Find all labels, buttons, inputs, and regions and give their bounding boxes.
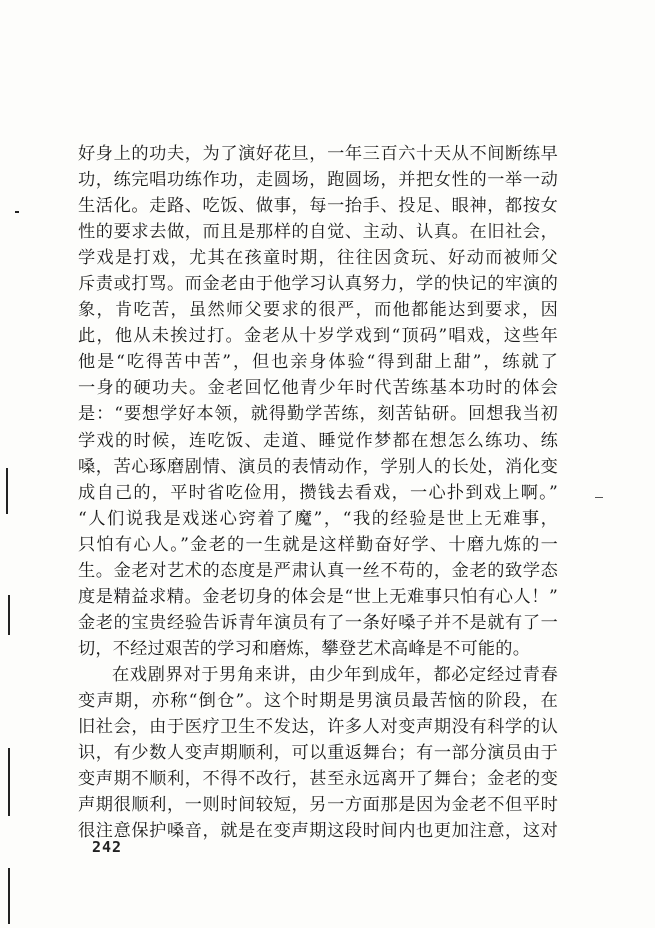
text-line: 嗓，苦心琢磨剧情、演员的表情动作，学别人的长处，消化变 — [78, 456, 558, 477]
margin-scan-mark — [6, 468, 8, 514]
margin-scan-mark — [8, 868, 10, 924]
text-line: 学戏是打戏，尤其在孩童时期，往往因贪玩、好动而被师父 — [78, 248, 558, 269]
margin-scan-mark — [8, 748, 10, 816]
text-line: 他是“吃得苦中苦”，但也亲身体验“得到甜上甜”，练就了 — [78, 352, 558, 373]
text-line: 度是精益求精。金老切身的体会是“世上无难事只怕有心人！” — [78, 586, 558, 607]
text-line: 生。金老对艺术的态度是严肃认真一丝不苟的，金老的致学态 — [78, 560, 558, 581]
text-line: 此，他从未挨过打。金老从十岁学戏到“顶码”唱戏，这些年 — [78, 326, 558, 347]
text-line: 成自己的，平时省吃俭用，攒钱去看戏，一心扑到戏上啊。” — [78, 482, 558, 503]
body-text — [78, 141, 558, 844]
text-line: 金老的宝贵经验告诉青年演员有了一条好嗓子并不是就有了一 — [78, 612, 558, 633]
margin-scan-mark — [8, 595, 10, 635]
text-line: 象，肯吃苦，虽然师父要求的很严，而他都能达到要求，因 — [78, 300, 558, 321]
text-line: 功，练完唱功练作功，走圆场，跑圆场，并把女性的一举一动 — [78, 170, 558, 191]
text-line: 识，有少数人变声期顺利，可以重返舞台；有一部分演员由于 — [78, 743, 558, 764]
paragraph-first-line: 在戏剧界对于男角来讲，由少年到成年，都必定经过青春 — [112, 664, 558, 685]
margin-dot-mark — [15, 211, 19, 213]
text-line: 很注意保护嗓音，就是在变声期这段时间内也更加注意，这对 — [78, 821, 558, 842]
text-line: 旧社会，由于医疗卫生不发达，许多人对变声期没有科学的认 — [78, 717, 558, 738]
text-line: 一身的硬功夫。金老回忆他青少年时代苦练基本功时的体会 — [78, 378, 558, 399]
text-line: 声期很顺利，一则时间较短，另一方面那是因为金老不但平时 — [78, 795, 558, 816]
margin-tick-mark — [595, 497, 603, 498]
text-line: “人们说我是戏迷心窍着了魔”，“我的经验是世上无难事， — [78, 508, 558, 529]
text-line: 性的要求去做，而且是那样的自觉、主动、认真。在旧社会， — [78, 222, 558, 243]
text-line: 斥责或打骂。而金老由于他学习认真努力，学的快记的牢演的 — [78, 274, 558, 295]
page-number: 242 — [92, 838, 123, 856]
text-line: 只怕有心人。”金老的一生就是这样勤奋好学、十磨九炼的一 — [78, 534, 558, 555]
text-line: 变声期不顺利，不得不改行，甚至永远离开了舞台；金老的变 — [78, 769, 558, 790]
text-line: 学戏的时候，连吃饭、走道、睡觉作梦都在想怎么练功、练 — [78, 430, 558, 451]
text-line: 切，不经过艰苦的学习和磨炼，攀登艺术高峰是不可能的。 — [78, 638, 531, 659]
text-line: 是：“要想学好本领，就得勤学苦练，刻苦钻研。回想我当初 — [78, 404, 558, 425]
text-line: 变声期，亦称“倒仓”。这个时期是男演员最苦恼的阶段，在 — [78, 690, 558, 711]
text-line: 生活化。走路、吃饭、做事，每一抬手、投足、眼神，都按女 — [78, 196, 558, 217]
text-line: 好身上的功夫，为了演好花旦，一年三百六十天从不间断练早 — [78, 144, 558, 164]
